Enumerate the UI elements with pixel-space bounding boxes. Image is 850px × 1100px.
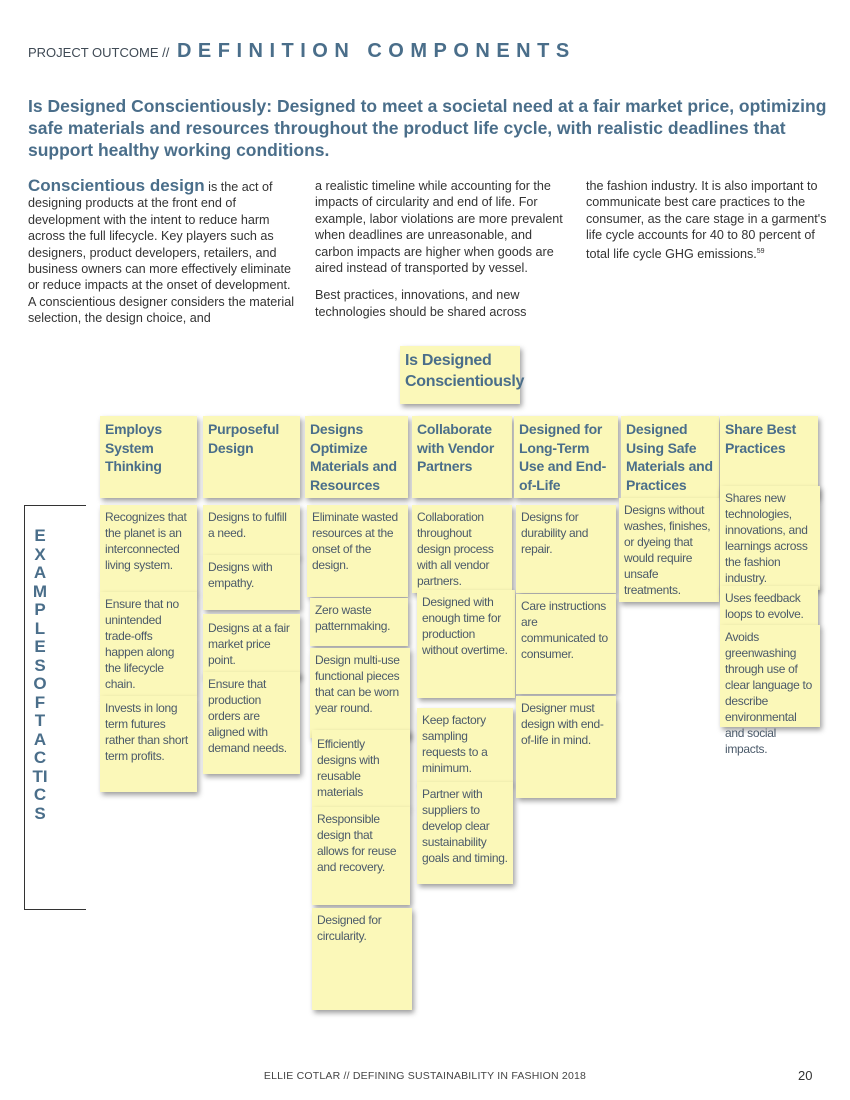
sticky-note-tactic: Partner with suppliers to develop clear sustainability goals and timing. xyxy=(417,782,513,884)
body-column-3 xyxy=(586,178,828,273)
footnote-ref: 59 xyxy=(756,247,765,255)
section-label: PROJECT OUTCOME // xyxy=(28,45,173,60)
sticky-note-tactic: Shares new technologies, innovations, and learnings across the fashion industry. xyxy=(720,486,820,590)
sticky-note-tactic: Avoids greenwashing through use of clear language to describe environmental and social impacts. xyxy=(720,625,820,727)
page-footer: ELLIE COTLAR // DEFINING SUSTAINABILITY IN FASHION 2018 xyxy=(263,1070,587,1082)
body-paragraph: the fashion industry. It is also important to communicate best care practices to the consumer, as the care stage in a garment's life cycle accounts for 40 to 80 percent of total life cycle GHG emissions. xyxy=(586,179,827,261)
body-column-1 xyxy=(28,178,296,338)
sticky-note-top: Is Designed Conscientiously xyxy=(400,346,520,404)
body-paragraph: a realistic timeline while accounting for the impacts of circularity and end of life. For example, labor violations are more prevalent when deadlines are unreasonable, and carbon impacts are higher when goods are aired instead of transported by vessel. xyxy=(315,179,563,276)
headline: Is Designed Conscientiously: Designed to meet a societal need at a fair market price, optimizing safe materials and resources throughout the product life cycle, with realistic deadlines that support healthy working conditions. xyxy=(28,96,827,160)
sticky-note-header: Designed for Long-Term Use and End-of-Life xyxy=(514,416,618,498)
sticky-note-tactic: Efficiently designs with reusable materials xyxy=(312,730,410,808)
lead-term: Conscientious design xyxy=(28,176,205,195)
body-paragraph: Best practices, innovations, and new technologies should be shared across xyxy=(315,288,527,319)
sticky-note-tactic: Responsible design that allows for reuse and recovery. xyxy=(312,807,410,905)
sticky-note-header: Share Best Practices xyxy=(720,416,818,498)
sticky-note-tactic: Uses feedback loops to evolve. xyxy=(720,586,818,626)
sticky-note-tactic: Designs with empathy. xyxy=(203,555,300,610)
sticky-note-tactic: Zero waste patternmaking. xyxy=(310,598,408,646)
sticky-note-tactic: Designs for durability and repair. xyxy=(516,505,616,593)
sticky-note-header: Employs System Thinking xyxy=(100,416,197,498)
body-text: is the act of designing products at the front end of development with the intent to reduce harm across the full lifecycle. Key players such as designers, product developers, retailers, and business owners can more effectively eliminate or reduce impacts at the onset of development. A conscientious designer considers the material selection, the design choice, and xyxy=(28,180,295,326)
sticky-note-tactic: Collaboration throughout design process with all vendor partners. xyxy=(412,505,512,593)
sticky-note-tactic: Eliminate wasted resources at the onset of the design. xyxy=(307,505,408,597)
sticky-note-tactic: Designs at a fair market price point. xyxy=(203,614,300,678)
sticky-note-tactic: Keep factory sampling requests to a minimum. xyxy=(417,708,513,784)
sticky-note-tactic: Recognizes that the planet is an interconnected living system. xyxy=(100,505,197,593)
sticky-note-tactic: Designed for circularity. xyxy=(312,908,412,1010)
sticky-note-header: Purposeful Design xyxy=(203,416,300,498)
sticky-note-tactic: Invests in long term futures rather than short term profits. xyxy=(100,696,197,792)
tactics-side-label: EXAMPLES OF TACTICS xyxy=(32,526,48,823)
section-header xyxy=(28,40,576,63)
sticky-note-header: Collaborate with Vendor Partners xyxy=(412,416,512,498)
sticky-note-tactic: Designs without washes, finishes, or dyeing that would require unsafe treatments. xyxy=(619,498,719,602)
sticky-note-tactic: Design multi-use functional pieces that can be worn year round. xyxy=(310,648,410,738)
sticky-note-tactic: Designed with enough time for production without overtime. xyxy=(417,590,515,698)
section-title: DEFINITION COMPONENTS xyxy=(176,40,576,62)
sticky-note-tactic: Designs to fulfill a need. xyxy=(203,505,300,557)
page-number: 20 xyxy=(798,1068,813,1083)
body-column-2 xyxy=(315,178,567,331)
sticky-note-tactic: Designer must design with end-of-life in mind. xyxy=(516,696,616,798)
sticky-note-tactic: Care instructions are communicated to consumer. xyxy=(516,594,616,694)
sticky-note-tactic: Ensure that production orders are aligned with demand needs. xyxy=(203,672,300,774)
sticky-note-header: Designs Optimize Materials and Resources xyxy=(305,416,408,498)
sticky-note-header: Designed Using Safe Materials and Practices xyxy=(621,416,719,498)
sticky-note-tactic: Ensure that no unintended trade-offs happen along the lifecycle chain. xyxy=(100,592,197,696)
